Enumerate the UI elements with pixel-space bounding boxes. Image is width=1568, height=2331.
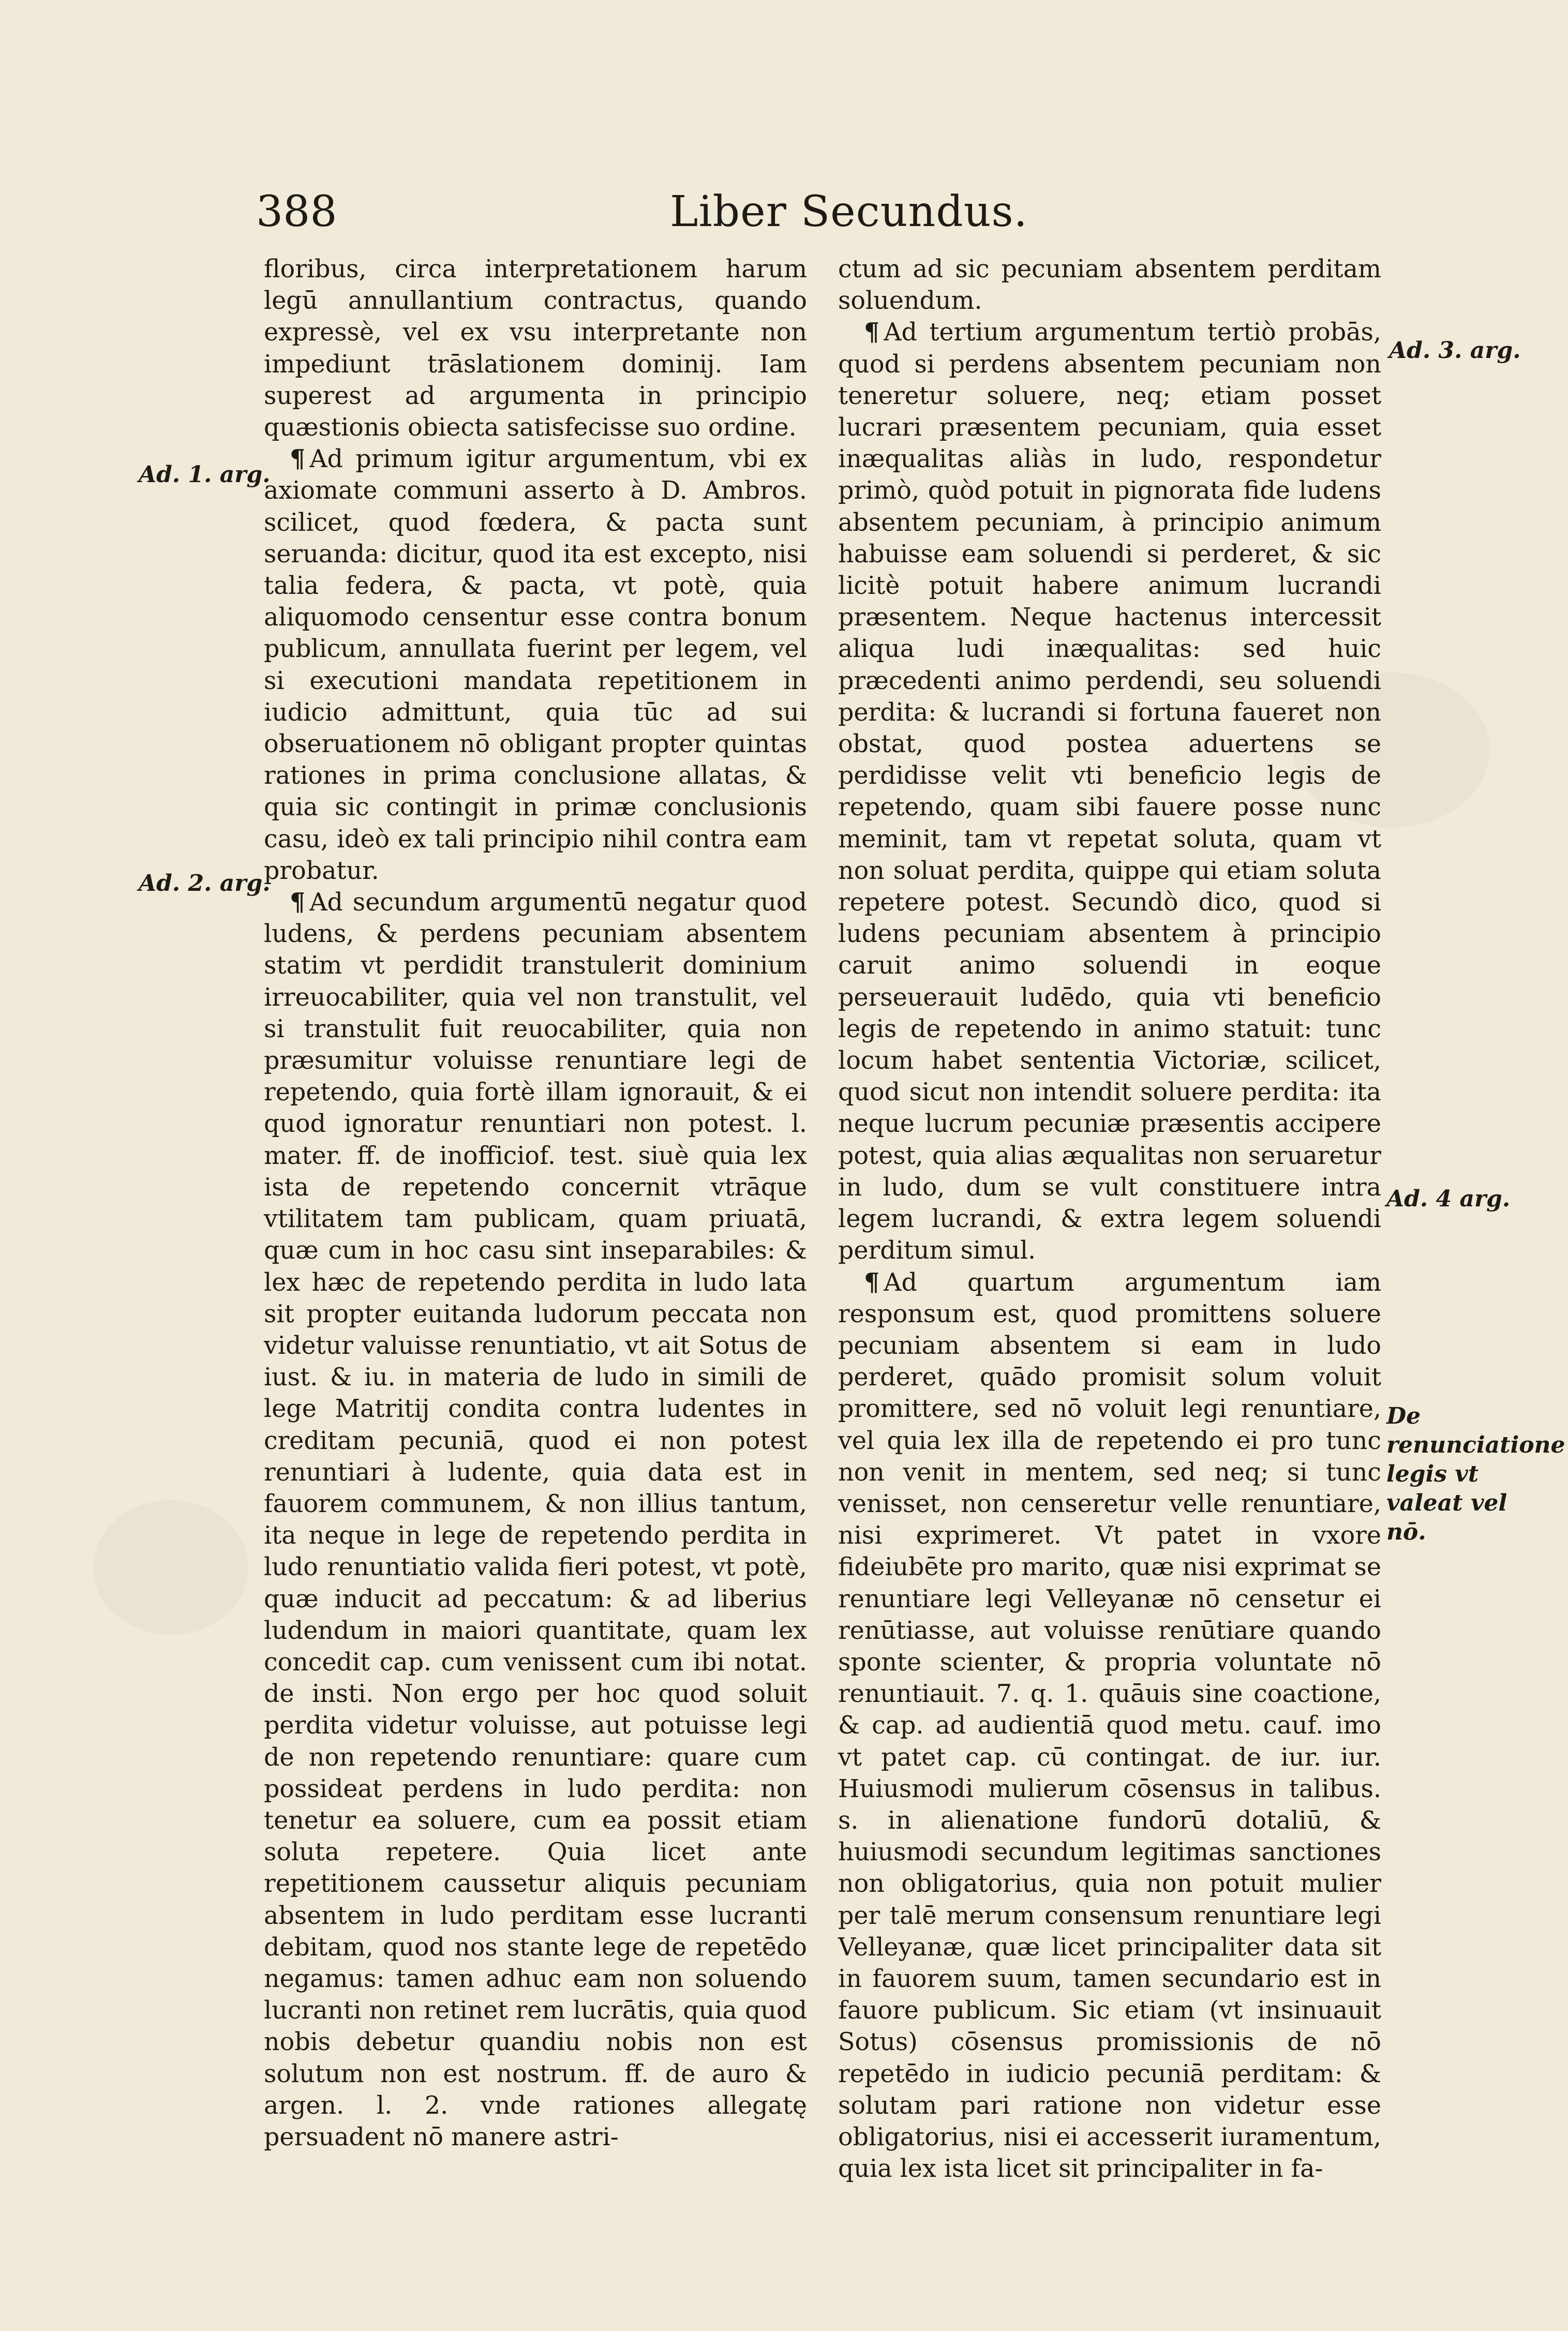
- marginal-note-de-renunciatione: De renunciatione legis vt valeat vel nō.: [1386, 1403, 1565, 1545]
- marginal-note-ad-2: Ad. 2. arg.: [139, 870, 271, 896]
- paragraph-continuation: ctum ad sic pecuniam absentem perditam soluendum.: [838, 255, 1381, 316]
- marginal-note-ad-4: Ad. 4 arg.: [1386, 1186, 1511, 1212]
- marginal-note-ad-1: Ad. 1. arg.: [139, 461, 271, 488]
- paper-stain: [93, 1500, 248, 1635]
- page-number: 388: [256, 187, 337, 236]
- paragraph-continuation: floribus, circa interpretationem harum legū annullantium contractus, quando expressè, vel ex vsu interpretante non impediunt trāslationem dominij. Iam superest ad argumenta in principio quæstionis obiecta satisfecisse suo ordine.: [264, 255, 807, 442]
- left-column: [264, 253, 807, 2151]
- pilcrow: ¶: [290, 888, 306, 917]
- pilcrow: ¶: [864, 1267, 880, 1297]
- paragraph-text: Ad quartum argumentum iam responsum est, quod promittens soluere pecuniam absentem si eam in ludo perderet, quādo promisit solum voluit promittere, sed nō voluit legi renuntiare, vel quia lex illa de repetendo ei pro tunc non venit in mentem, sed neq; si tunc venisset, non censeretur velle renuntiare, nisi exprimeret. Vt patet in vxore fideiubēte pro marito, quæ nisi exprimat se renuntiare legi Velleyanæ nō censetur ei renūtiasse, aut voluisse renūtiare quando sponte scienter, & propria voluntate nō renuntiauit. 7. q. 1. quāuis sine coactione, & cap. ad audientiā quod metu. cauf. imo vt patet cap. cū contingat. de iur. iur. Huiusmodi mulierum cōsensus in talibus. s. in alienatione fundorū dotaliū, & huiusmodi secundum legitimas sanctiones non obligatorius, quia non potuit mulier per talē merum consensum renuntiare legi Velleyanæ, quæ licet principaliter data sit in fauorem suum, tamen secundario est in fauore publicum. Sic etiam (vt insinuauit Sotus) cōsensus promissionis de nō repetēdo in iudicio pecuniā perditam: & solutam pari ratione non videtur esse obligatorius, nisi ei accesserit iuramentum, quia lex ista licet sit principaliter in fa-: [838, 1268, 1381, 2184]
- paragraph-text: Ad primum igitur argumentum, vbi ex axiomate communi asserto à D. Ambros. scilicet, quod fœdera, & pacta sunt seruanda: dicitur, quod ita est excepto, nisi talia federa, & pacta, vt potè, quia aliquomodo censentur esse contra bonum publicum, annullata fuerint per legem, vel si executioni mandata repetitionem in iudicio admittunt, quia tūc ad sui obseruationem nō obligant propter quintas rationes in prima conclusione allatas, & quia sic contingit in primæ conclusionis casu, ideò ex tali principio nihil contra eam probatur.: [264, 445, 807, 885]
- paragraph-ad-quartum: [838, 1267, 1381, 2185]
- right-column: [838, 253, 1381, 2184]
- paragraph-text: Ad secundum argumentū negatur quod ludens, & perdens pecuniam absentem statim vt perdidit transtulerit dominium irreuocabiliter, quia vel non transtulit, vel si transtulit fuit reuocabiliter, quia non præsumitur voluisse renuntiare legi de repetendo, quia fortè illam ignorauit, & ei quod ignoratur renuntiari non potest. l. mater. ff. de inofficiof. test. siuè quia lex ista de repetendo concernit vtrāque vtilitatem tam publicam, quam priuatā, quæ cum in hoc casu sint inseparabiles: & lex hæc de repetendo perdita in ludo lata sit propter euitanda ludorum peccata non videtur valuisse renuntiatio, vt ait Sotus de iust. & iu. in materia de ludo in simili de lege Matritij condita contra ludentes in creditam pecuniā, quod ei non potest renuntiari à ludente, quia data est in fauorem communem, & non illius tantum, ita neque in lege de repetendo perdita in ludo renuntiatio valida fieri potest, vt potè, quæ inducit ad peccatum: & ad liberius ludendum in maiori quantitate, quam lex concedit cap. cum venissent cum ibi notat. de insti. Non ergo per hoc quod soluit perdita videtur voluisse, aut potuisse legi de non repetendo renuntiare: quare cum possideat perdens in ludo perdita: non tenetur ea soluere, cum ea possit etiam soluta repetere. Quia licet ante repetitionem caussetur aliquis pecuniam absentem in ludo perditam esse lucranti debitam, quod nos stante lege de repetēdo negamus: tamen adhuc eam non soluendo lucranti non retinet rem lucrātis, quia quod nobis debetur quandiu nobis non est solutum non est nostrum. ff. de auro & argen. l. 2. vnde rationes allegatę persuadent nō manere astri-: [264, 888, 807, 2151]
- paragraph-ad-primum: [264, 443, 807, 887]
- pilcrow: ¶: [864, 318, 880, 347]
- paragraph-text: Ad tertium argumentum tertiò probās, quod si perdens absentem pecuniam non teneretur soluere, neq; etiam posset lucrari præsentem pecuniam, quia esset inæqualitas aliàs in ludo, respondetur primò, quòd potuit in pignorata fide ludens absentem pecuniam, à principio animum habuisse eam soluendi si perderet, & sic licitè potuit habere animum lucrandi præsentem. Neque hactenus intercessit aliqua ludi inæqualitas: sed huic præcedenti animo perdendi, seu soluendi perdita: & lucrandi si fortuna faueret non obstat, quod postea aduertens se perdidisse velit vti beneficio legis de repetendo, quam sibi fauere posse nunc meminit, tam vt repetat soluta, quam vt non soluat perdita, quippe qui etiam soluta repetere potest. Secundò dico, quod si ludens pecuniam absentem à principio caruit animo soluendi in eoque perseuerauit ludēdo, quia vti beneficio legis de repetendo in animo statuit: tunc locum habet sententia Victoriæ, scilicet, quod sicut non intendit soluere perdita: ita neque lucrum pecuniæ præsentis accipere potest, quia alias æqualitas non seruaretur in ludo, dum se vult constituere intra legem lucrandi, & extra legem soluendi perditum simul.: [838, 318, 1381, 1265]
- paragraph-ad-secundum: [264, 887, 807, 2153]
- page-header: [256, 186, 1381, 243]
- paragraph-ad-tertium: [838, 317, 1381, 1266]
- running-head: Liber Secundus.: [670, 187, 1028, 236]
- pilcrow: ¶: [290, 444, 306, 474]
- marginal-note-ad-3: Ad. 3. arg.: [1389, 337, 1521, 364]
